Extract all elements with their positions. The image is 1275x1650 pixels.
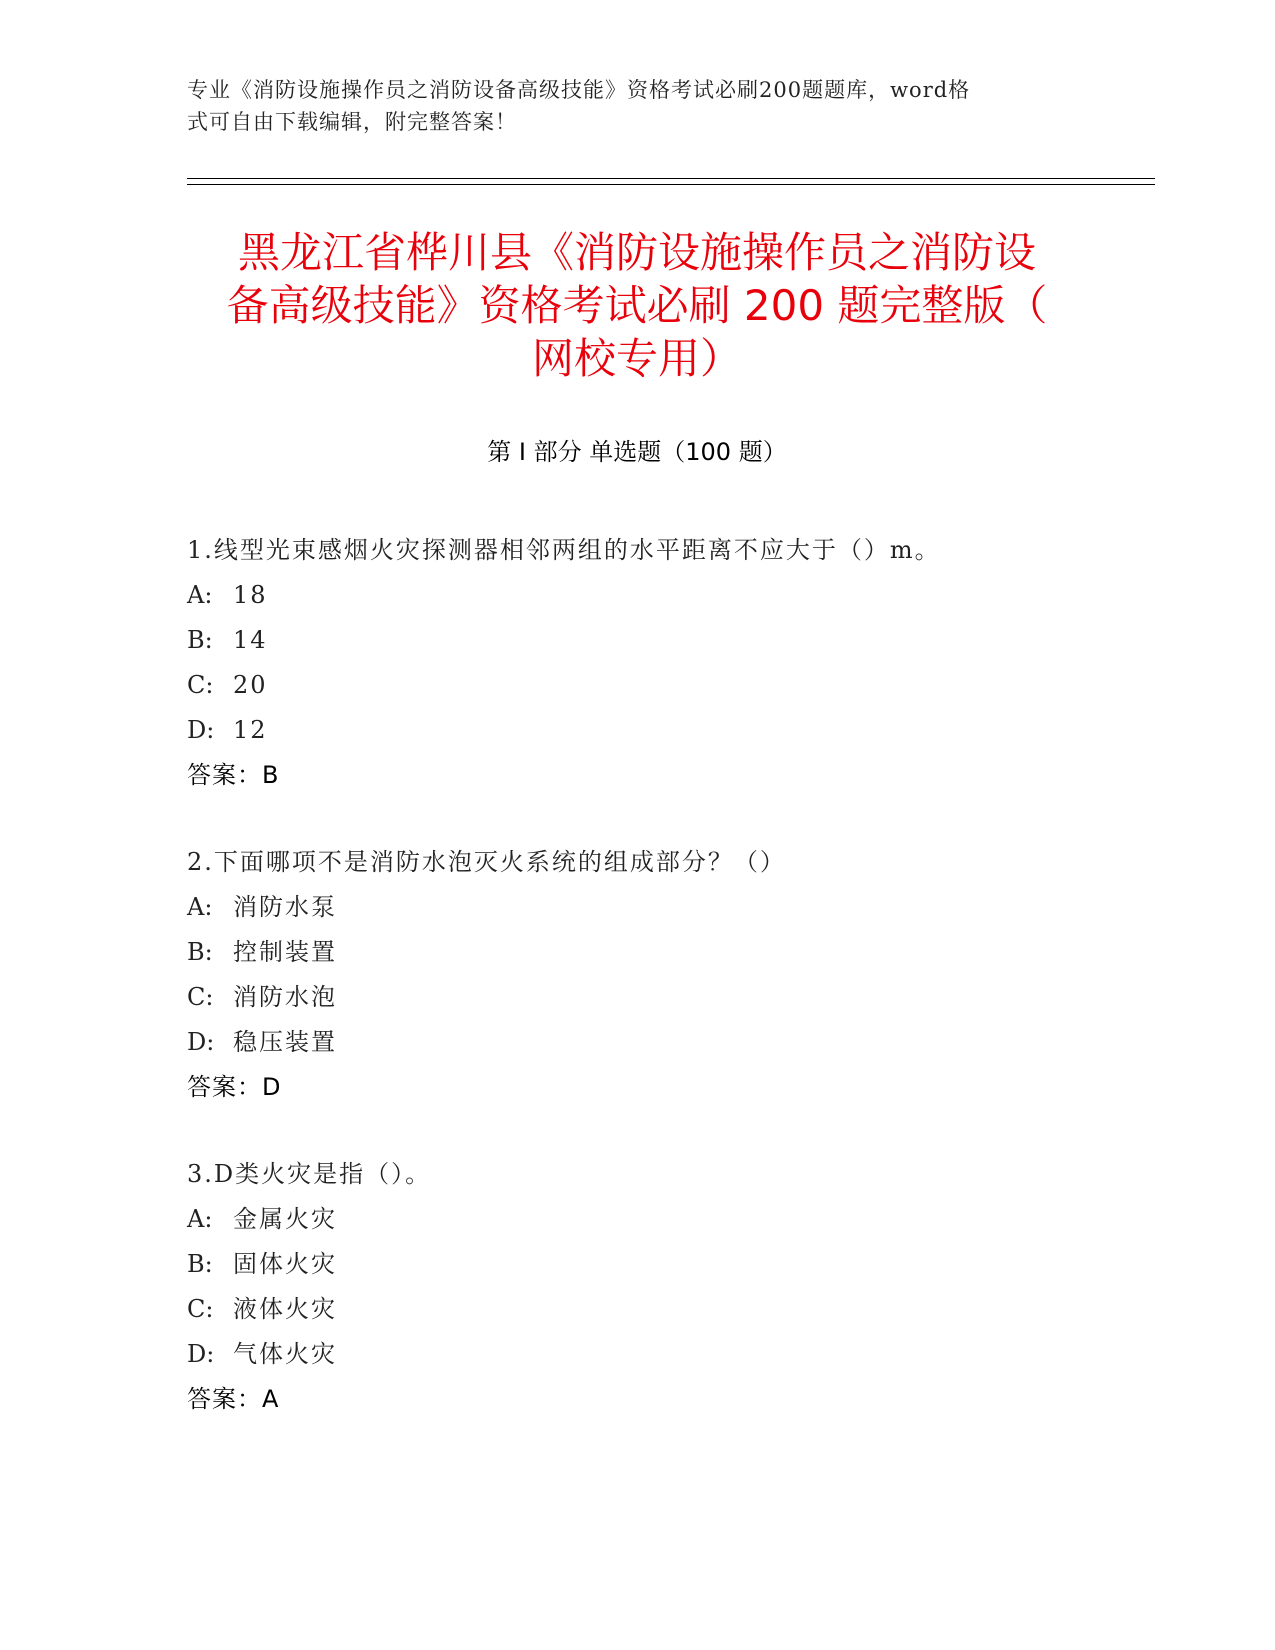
option-key: C: bbox=[187, 671, 214, 699]
option-text: 气体火灾 bbox=[233, 1340, 337, 1368]
option-key: C: bbox=[187, 983, 214, 1011]
option-key: B: bbox=[187, 938, 213, 966]
question-stem: 3.D类火灾是指（）。 bbox=[187, 1160, 432, 1188]
option-text: 消防水泡 bbox=[233, 983, 337, 1011]
option-b bbox=[187, 1242, 1087, 1287]
document-title-line-1: 黑龙江省桦川县《消防设施操作员之消防设 bbox=[237, 228, 1036, 277]
section-heading: 第 I 部分 单选题（100 题） bbox=[487, 438, 787, 466]
header-divider-bottom bbox=[187, 184, 1155, 185]
option-key: A: bbox=[187, 893, 213, 921]
option-d bbox=[187, 708, 1087, 753]
question-stem: 1.线型光束感烟火灾探测器相邻两组的水平距离不应大于（）m。 bbox=[187, 536, 941, 564]
answer-label: 答案：B bbox=[187, 761, 280, 789]
document-title-line-2: 备高级技能》资格考试必刷 200 题完整版（ bbox=[226, 281, 1048, 330]
question-list bbox=[187, 528, 1087, 1464]
header-note bbox=[187, 74, 1067, 138]
header-divider-top bbox=[187, 178, 1155, 179]
option-key: A: bbox=[187, 1205, 213, 1233]
option-a bbox=[187, 1197, 1087, 1242]
option-text: 控制装置 bbox=[233, 938, 337, 966]
option-text: 12 bbox=[233, 716, 268, 744]
header-note-line-1: 专业《消防设施操作员之消防设备高级技能》资格考试必刷200题题库，word格 bbox=[187, 78, 971, 102]
option-key: C: bbox=[187, 1295, 214, 1323]
question-3 bbox=[187, 1152, 1087, 1422]
option-text: 液体火灾 bbox=[233, 1295, 337, 1323]
option-text: 稳压装置 bbox=[233, 1028, 337, 1056]
document-title bbox=[187, 226, 1087, 385]
option-d bbox=[187, 1332, 1087, 1377]
option-key: A: bbox=[187, 581, 213, 609]
option-text: 20 bbox=[233, 671, 268, 699]
option-a bbox=[187, 885, 1087, 930]
option-d bbox=[187, 1020, 1087, 1065]
option-c bbox=[187, 975, 1087, 1020]
option-b bbox=[187, 618, 1087, 663]
option-text: 金属火灾 bbox=[233, 1205, 337, 1233]
option-b bbox=[187, 930, 1087, 975]
document-title-line-3: 网校专用） bbox=[531, 334, 742, 383]
answer-label: 答案：D bbox=[187, 1073, 282, 1101]
question-1 bbox=[187, 528, 1087, 798]
option-text: 固体火灾 bbox=[233, 1250, 337, 1278]
option-key: B: bbox=[187, 626, 213, 654]
option-a bbox=[187, 573, 1087, 618]
option-key: D: bbox=[187, 1340, 215, 1368]
option-text: 14 bbox=[233, 626, 268, 654]
option-c bbox=[187, 1287, 1087, 1332]
header-note-line-2: 式可自由下载编辑，附完整答案！ bbox=[187, 110, 517, 134]
option-key: B: bbox=[187, 1250, 213, 1278]
option-text: 消防水泵 bbox=[233, 893, 337, 921]
question-stem: 2.下面哪项不是消防水泡灭火系统的组成部分？（） bbox=[187, 848, 786, 876]
question-2 bbox=[187, 840, 1087, 1110]
option-c bbox=[187, 663, 1087, 708]
option-text: 18 bbox=[233, 581, 268, 609]
answer-label: 答案：A bbox=[187, 1385, 280, 1413]
option-key: D: bbox=[187, 1028, 215, 1056]
option-key: D: bbox=[187, 716, 215, 744]
